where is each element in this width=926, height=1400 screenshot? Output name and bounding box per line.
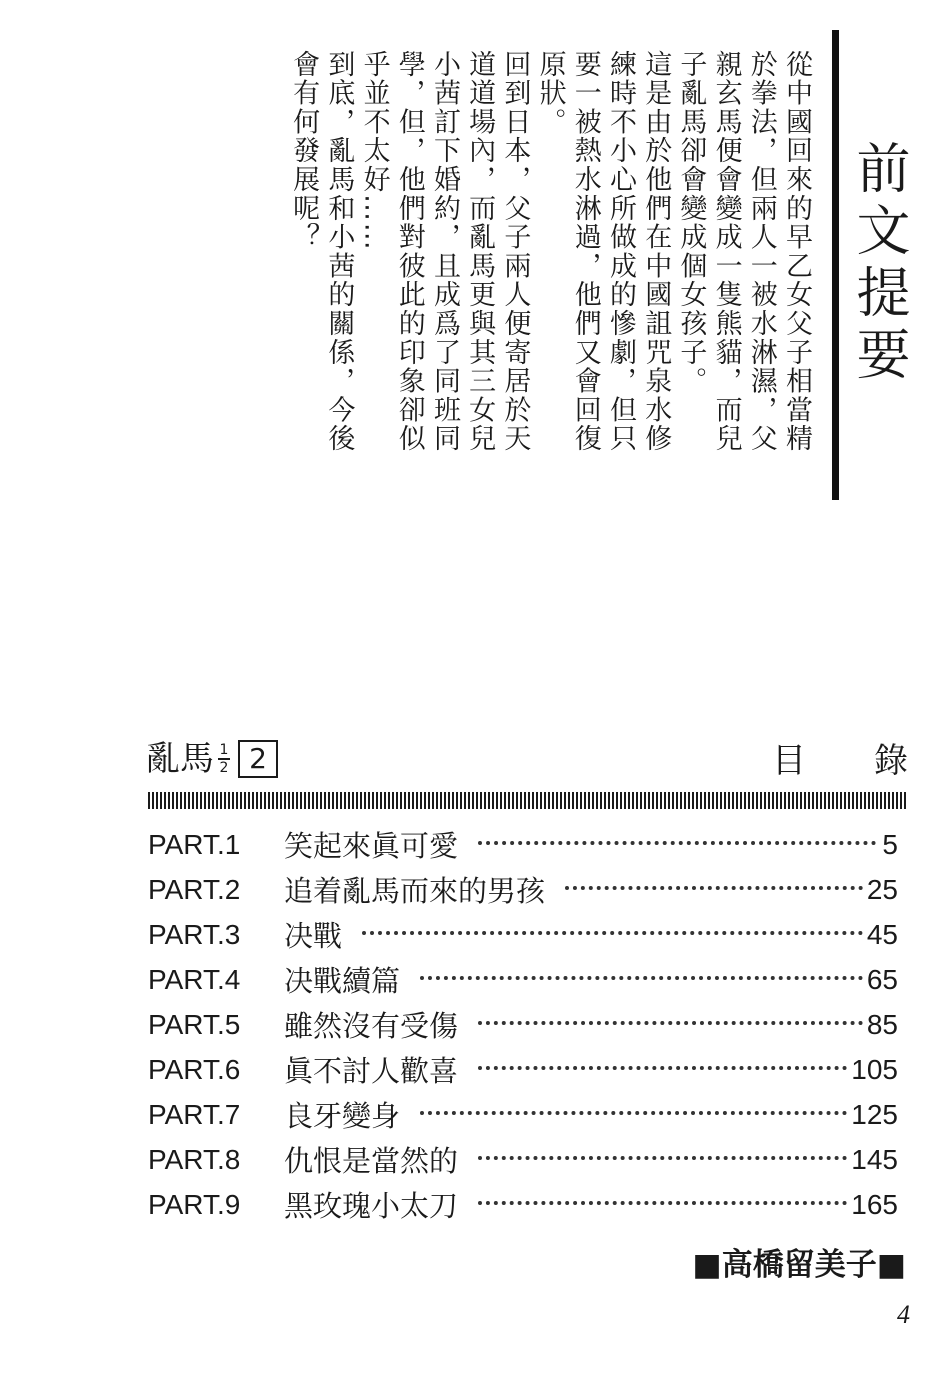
synopsis-paragraph: 從中國回來的早乙女父子相當精於拳法，但兩人一被水淋濕，父親玄馬便會變成一隻熊貓，而兒子亂馬卻會變成個女孩子。	[675, 50, 812, 454]
toc-page-number: 5	[882, 828, 898, 860]
toc-page-number: 105	[851, 1053, 898, 1085]
synopsis-title: 前文提要	[848, 140, 911, 388]
toc-page-number: 125	[851, 1098, 898, 1130]
toc-chapter-title: 决戰續篇	[284, 964, 401, 998]
page-number: 4	[897, 1300, 910, 1329]
toc-page-number: 85	[866, 1008, 898, 1040]
toc-series-heading	[146, 740, 278, 778]
toc-page-number: 165	[851, 1188, 898, 1220]
toc-entry	[148, 957, 898, 1002]
toc-entry	[148, 912, 898, 957]
synopsis-paragraph: 這是由於他們在中國詛咒泉水修練時不小心所做成的慘劇，但只要一被熱水淋過，他們又會回復原狀。	[534, 50, 672, 454]
toc-list	[148, 822, 898, 1227]
toc-heading-char: 目	[772, 741, 806, 781]
toc-chapter-title: 眞不討人歡喜	[284, 1054, 459, 1088]
toc-chapter-title: 笑起來眞可愛	[284, 829, 459, 863]
toc-part-label: PART.7	[148, 1098, 241, 1130]
toc-leader-dots	[478, 841, 876, 845]
title-rule	[832, 30, 839, 500]
toc-page-number: 145	[851, 1143, 898, 1175]
toc-entry	[148, 1047, 898, 1092]
toc-part-label: PART.9	[148, 1188, 241, 1220]
series-title: 亂馬	[146, 739, 214, 779]
series-fraction	[218, 743, 230, 775]
toc-part-label: PART.2	[148, 873, 241, 905]
toc-leader-dots	[565, 886, 863, 890]
toc-chapter-title: 雖然沒有受傷	[284, 1009, 459, 1043]
toc-entry	[148, 1002, 898, 1047]
toc-leader-dots	[362, 931, 863, 935]
toc-entry	[148, 822, 898, 867]
toc-chapter-title: 决戰	[284, 919, 343, 953]
toc-leader-dots	[478, 1156, 847, 1160]
toc-chapter-title: 追着亂馬而來的男孩	[284, 874, 546, 908]
toc-part-label: PART.5	[148, 1008, 241, 1040]
toc-page-number: 25	[866, 873, 898, 905]
toc-leader-dots	[478, 1066, 847, 1070]
author-credit: ■高橋留美子■	[692, 1247, 906, 1283]
synopsis-text	[286, 50, 814, 480]
toc-chapter-title: 良牙變身	[284, 1099, 401, 1133]
toc-heading	[772, 742, 908, 780]
synopsis-paragraph: 回到日本，父子兩人便寄居於天道道場內，而亂馬更與其三女兒小茜訂下婚約，且成爲了同班同學，但，他們對彼此的印象卻似乎並不太好……	[358, 50, 531, 454]
toc-leader-dots	[478, 1021, 863, 1025]
fraction-numerator: 1	[219, 742, 229, 759]
toc-entry	[148, 1182, 898, 1227]
toc-page-number: 65	[866, 963, 898, 995]
volume-number-box: 2	[238, 740, 278, 778]
toc-leader-dots	[478, 1201, 847, 1205]
toc-chapter-title: 仇恨是當然的	[284, 1144, 459, 1178]
toc-entry	[148, 1137, 898, 1182]
toc-leader-dots	[420, 976, 863, 980]
toc-leader-dots	[420, 1111, 847, 1115]
toc-part-label: PART.1	[148, 828, 241, 860]
toc-part-label: PART.8	[148, 1143, 241, 1175]
fraction-denominator: 2	[219, 759, 229, 776]
toc-part-label: PART.4	[148, 963, 241, 995]
toc-entry	[148, 1092, 898, 1137]
toc-chapter-title: 黑玫瑰小太刀	[284, 1189, 459, 1223]
toc-heading-char: 錄	[874, 741, 908, 781]
toc-part-label: PART.6	[148, 1053, 241, 1085]
synopsis-paragraph: 到底，亂馬和小茜的關係，今後會有何發展呢？	[288, 50, 355, 454]
divider-band	[148, 792, 908, 809]
toc-entry	[148, 867, 898, 912]
toc-part-label: PART.3	[148, 918, 241, 950]
toc-page-number: 45	[866, 918, 898, 950]
